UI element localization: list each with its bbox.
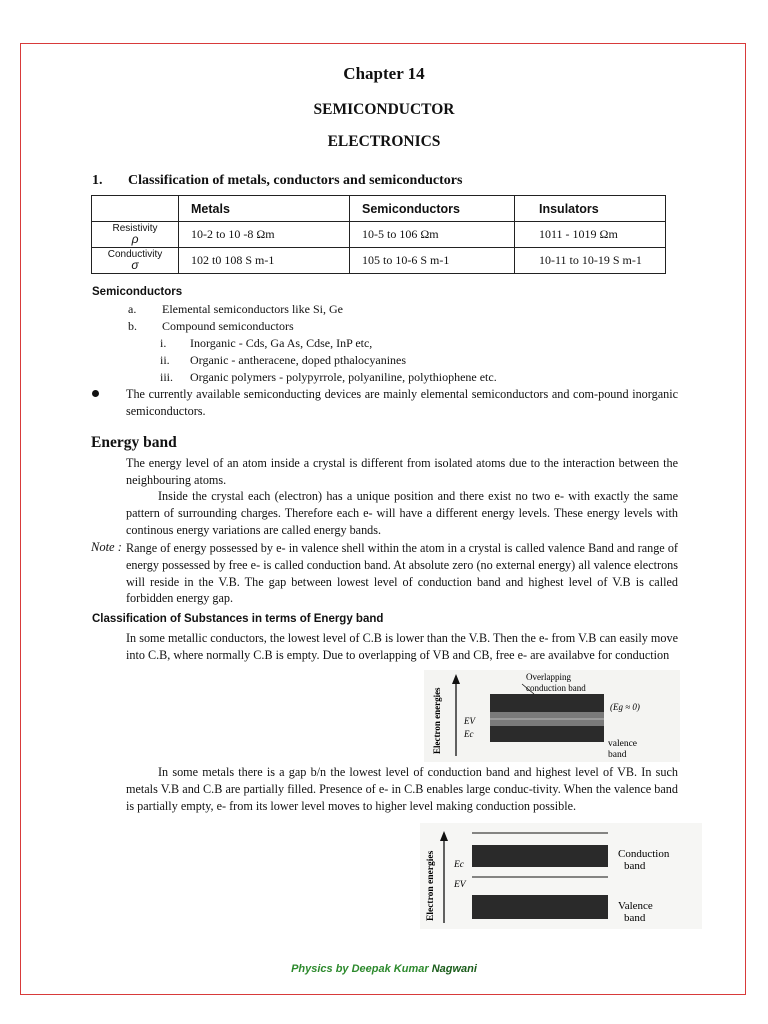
overlap-label-1: Overlapping [526,672,571,682]
table-header-insulators: Insulators [515,196,666,222]
list-marker-b: b. [128,319,137,333]
overlap-band-bottom [490,726,604,742]
cell-insulators-conductivity [515,248,666,274]
cell-value: 1011 - 1019 Ωm [539,227,618,241]
section-title: Classification of metals, conductors and semiconductors [128,173,463,188]
partially-filled-band-diagram [420,823,702,929]
ec-label: Ec [464,729,474,739]
gap-label: (Eg ≈ 0) [610,702,640,712]
ec-label: Ec [454,860,465,870]
section-number: 1. [92,173,103,188]
note-text: Range of energy possessed by e- in valence shell within the atom in a crystal is called valence Band and range of energy possessed by free e- is called conduction band. At absolute zero (no external energy) all valence electrons will reside in the V.B. The gap between lowest level of conduction band and highest level of V.B is called forbidden energy gap. [126,541,678,606]
row-symbol: σ [131,258,139,272]
cell-metals-resistivity [179,222,350,248]
valence-label-1: Valence [618,900,653,912]
bullet-dot [92,390,99,397]
conduction-label-2: band [624,860,646,872]
cell-value: 10-5 to 106 Ωm [362,227,439,241]
table-header-metals: Metals [179,196,350,222]
semiconductors-heading: Semiconductors [92,286,183,298]
chapter-label: Chapter 14 [343,64,425,83]
table-header-row [92,196,666,222]
footer-text: Physics by Deepak Kumar [291,963,432,975]
classification-heading: Classification of Substances in terms of Energy band [92,613,384,625]
sub-marker-i: i. [160,336,167,350]
ev-label: EV [464,716,475,726]
title-line-2: ELECTRONICS [327,133,441,150]
row-label-text: Conductivity [107,249,163,260]
cell-insulators-resistivity [515,222,666,248]
cell-semiconductors-resistivity [350,222,515,248]
row-label-text: Resistivity [112,223,158,234]
list-item-b: Compound semiconductors [162,319,294,333]
note-label: Note : [91,540,122,554]
classification-paragraph-1: In some metallic conductors, the lowest level of C.B is lower than the V.B. Then the e- from V.B can easily move into C.B, where normally C.B is empty. Due to overlapping of VB and CB, free e- are availabve for conduction [126,631,678,662]
sub-item-ii: Organic - antheracene, doped pthalocyanines [190,353,407,367]
table-header-semiconductors: Semiconductors [350,196,515,222]
valence-label-1: valence [608,739,638,749]
classification-table [91,195,666,274]
sub-item-iii: Organic polymers - polypyrrole, polyaniline, polythiophene etc. [190,370,497,384]
list-item-a: Elemental semiconductors like Si, Ge [162,302,343,316]
sub-item-i: Inorganic - Cds, Ga As, Cdse, InP etc, [190,336,373,350]
cell-value: 105 to 10-6 S m-1 [362,253,450,267]
table-row [92,222,666,248]
cell-value: 10-11 to 10-19 S m-1 [539,253,642,267]
conduction-band [472,845,608,867]
classification-paragraph-2: In some metals there is a gap b/n the lowest level of conduction band and highest level of VB. In such metals V.B and C.B are partially filled. Presence of e- in C.B enables large conduc-tivity. When the valence band is partially empty, e- from its lower level moves to higher level making conduction possible. [126,765,678,813]
row-label-conductivity [92,248,179,274]
axis-label: Electron energies [426,850,436,921]
energy-band-heading: Energy band [91,434,177,451]
valence-band [472,895,608,919]
axis-label: Electron energies [432,687,442,754]
cell-value: 102 t0 108 S m-1 [191,253,275,267]
footer-credit [0,963,768,975]
overlapping-band-diagram [424,670,680,762]
cell-metals-conductivity [179,248,350,274]
table-corner-cell [92,196,179,222]
list-marker-a: a. [128,302,137,316]
valence-label-2: band [624,912,646,924]
valence-label-2: band [608,750,627,760]
table-row [92,248,666,274]
cell-semiconductors-conductivity [350,248,515,274]
conduction-label-1: Conduction [618,848,670,860]
sub-marker-iii: iii. [160,370,174,384]
title-line-1: SEMICONDUCTOR [313,101,455,118]
overlap-band-top [490,694,604,712]
footer-author-name: Nagwani [431,963,477,975]
row-label-resistivity [92,222,179,248]
cell-value: 10-2 to 10 -8 Ωm [191,227,275,241]
row-symbol: ρ [131,232,139,246]
sub-marker-ii: ii. [160,353,170,367]
bullet-text: The currently available semiconducting devices are mainly elemental semiconductors and com-pound inorganic semiconductors. [126,387,678,418]
overlap-label-2: conduction band [526,683,586,693]
energy-band-paragraph-2: Inside the crystal each (electron) has a unique position and there exist no two e- with exactly the same pattern of surrounding charges. Therefore each e- will have a different energy levels. These energy levels with continous energy variations are called energy bands. [126,489,678,537]
energy-band-paragraph-1: The energy level of an atom inside a crystal is different from isolated atoms due to the interaction between the neighbouring atoms. [126,456,678,487]
ev-label: EV [454,880,466,890]
